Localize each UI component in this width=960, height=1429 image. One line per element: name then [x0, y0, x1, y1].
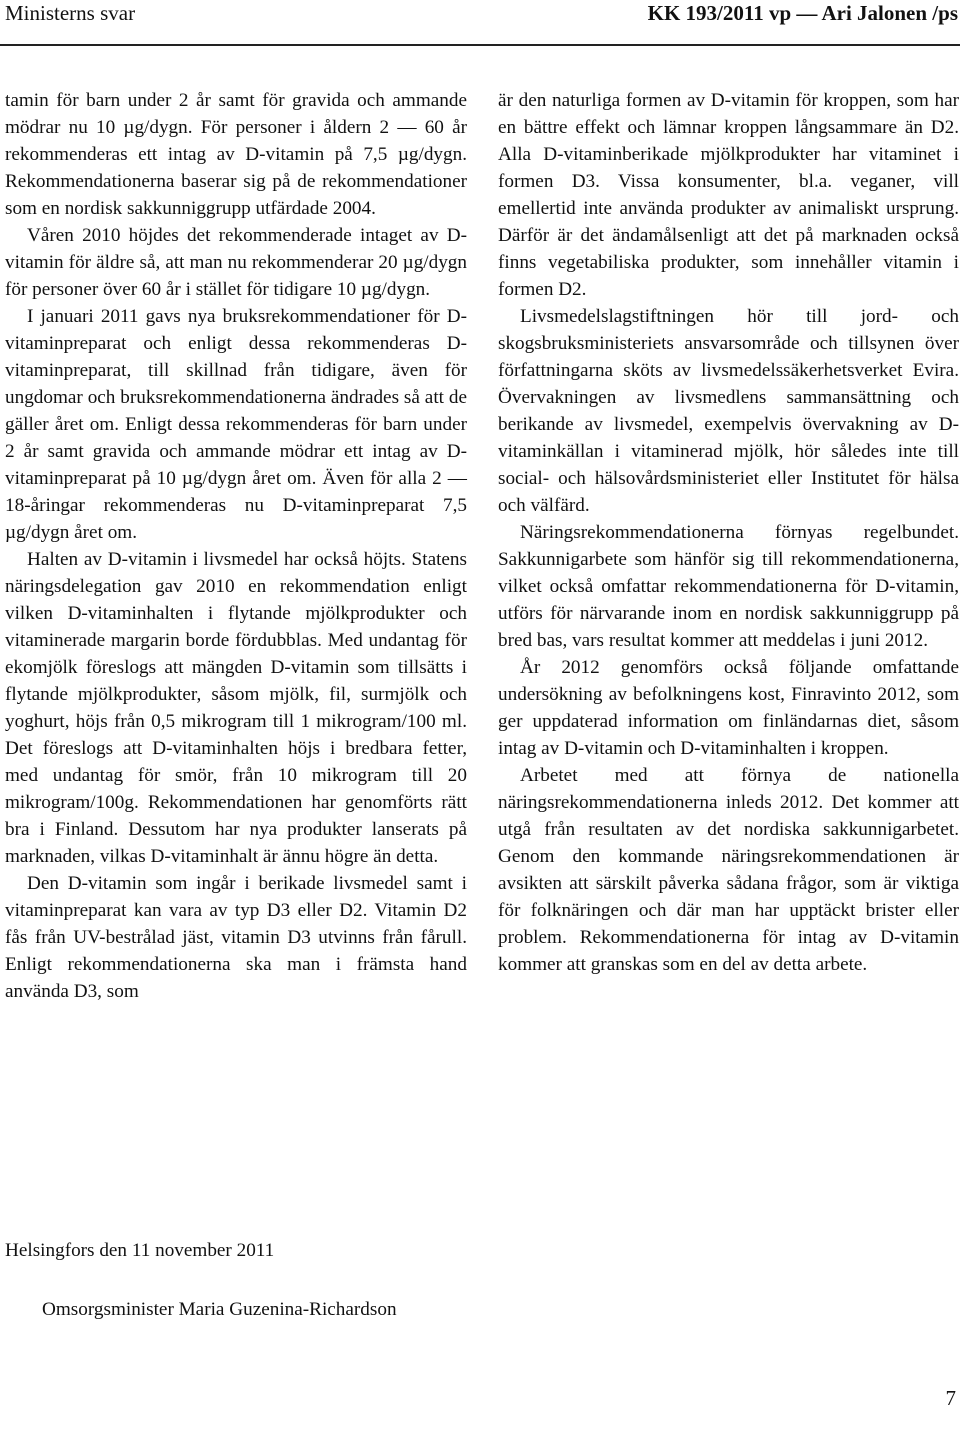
paragraph: Halten av D-vitamin i livsmedel har också höjts. Statens näringsdelegation gav 2010 en rekommendation enligt vilken D-vitaminhalten i flytande mjölkprodukter och vitaminerade margarin borde fördubblas. Med undantag för ekomjölk föreslogs att mängden D-vitamin som tillsätts i flytande mjölkprodukter, såsom mjölk, fil, surmjölk och yoghurt, höjs från 0,5 mikrogram till 1 mikrogram/100 ml. Det föreslogs att D-vitaminhalten höjs i bredbara fetter, med undantag för smör, från 10 mikrogram till 20 mikrogram/100g. Rekommendationen har genomförts rätt bra i Finland. Dessutom har nya produkter lanserats på marknaden, vilkas D-vitaminhalt är ännu högre än detta. — [5, 549, 467, 867]
left-text-column — [5, 87, 467, 1005]
paragraph-continued: är den naturliga formen av D-vitamin för kroppen, som har en bättre effekt och lämnar kroppen långsammare än D2. Alla D-vitaminberikade mjölkprodukter har vitaminet i formen D3. Vissa konsumenter, bl.a. veganer, vill emellertid inte använda produkter av animaliskt ursprung. Därför är det ändamålsenligt att det på marknaden också finns vegetabiliska produkter, som innehåller vitamin i formen D2. — [498, 90, 959, 300]
paragraph: Den D-vitamin som ingår i berikade livsmedel samt i vitaminpreparat kan vara av typ D3 eller D2. Vitamin D2 fås från UV-bestrålad jäst, vitamin D3 utvinns från fårull. Enligt rekommendationerna ska man i främsta hand använda D3, som — [5, 873, 467, 1002]
header-divider — [0, 44, 960, 46]
signatory: Omsorgsminister Maria Guzenina-Richardson — [42, 1299, 397, 1320]
running-header — [0, 0, 960, 30]
paragraph-continued: tamin för barn under 2 år samt för gravida och ammande mödrar nu 10 µg/dygn. För personer i åldern 2 — 60 år rekommenderas ett intag av D-vitamin på 7,5 µg/dygn. Rekommendationerna baserar sig på de rekommendationer som en nordisk sakkunniggrupp utfärdade 2004. — [5, 90, 467, 219]
paragraph: Arbetet med att förnya de nationella näringsrekommendationerna inleds 2012. Det kommer att utgå från resultaten av det nordiska sakkunnigarbetet. Genom den kommande näringsrekommendationen är avsikten att särskilt påverka sådana frågor, som är viktiga för folknäringen och där man har upptäckt brister eller problem. Rekommendationerna för intag av D-vitamin kommer att granskas som en del av detta arbete. — [498, 765, 959, 975]
paragraph: År 2012 genomförs också följande omfattande undersökning av befolkningens kost, Finravinto 2012, som ger uppdaterad information om finländarnas diet, såsom intag av D-vitamin och D-vitaminhalten i kroppen. — [498, 657, 959, 759]
paragraph: Våren 2010 höjdes det rekommenderade intaget av D-vitamin för äldre så, att man nu rekommenderar 20 µg/dygn för personer över 60 år i stället för tidigare 10 µg/dygn. — [5, 225, 467, 300]
paragraph: Näringsrekommendationerna förnyas regelbundet. Sakkunnigarbete som hänför sig till rekommendationerna, vilket också omfattar rekommendationerna för D-vitamin, utförs för närvarande inom en nordisk sakkunniggrupp på bred bas, vars resultat kommer att meddelas i juni 2012. — [498, 522, 959, 651]
place-and-date: Helsingfors den 11 november 2011 — [5, 1240, 275, 1261]
header-document-reference: KK 193/2011 vp — Ari Jalonen /ps — [647, 1, 958, 25]
paragraph: Livsmedelslagstiftningen hör till jord- och skogsbruksministeriets ansvarsområde och tillsynen över författningarna sköts av livsmedelssäkerhetsverket Evira. Övervakningen av livsmedlens sammansättning och berikande av livsmedel, exempelvis övervakning av D-vitaminkällan i vitaminerad mjölk, hör således inte till social- och hälsovårdsministeriet eller Institutet för hälsa och välfärd. — [498, 306, 959, 516]
page-number: 7 — [945, 1386, 956, 1410]
right-text-column — [498, 87, 959, 978]
header-section-title: Ministerns svar — [5, 1, 136, 25]
paragraph: I januari 2011 gavs nya bruksrekommendationer för D-vitaminpreparat och enligt dessa rekommenderas D-vitaminpreparat, till skillnad från tidigare, även för ungdomar och bruksrekommendationerna ändrades så att de gäller året om. Enligt dessa rekommenderas för barn under 2 år samt gravida och ammande mödrar ett intag av D-vitaminpreparat på 10 µg/dygn året om. Även för alla 2 — 18-åringar rekommenderas nu D-vitaminpreparat 7,5 µg/dygn året om. — [5, 306, 467, 543]
